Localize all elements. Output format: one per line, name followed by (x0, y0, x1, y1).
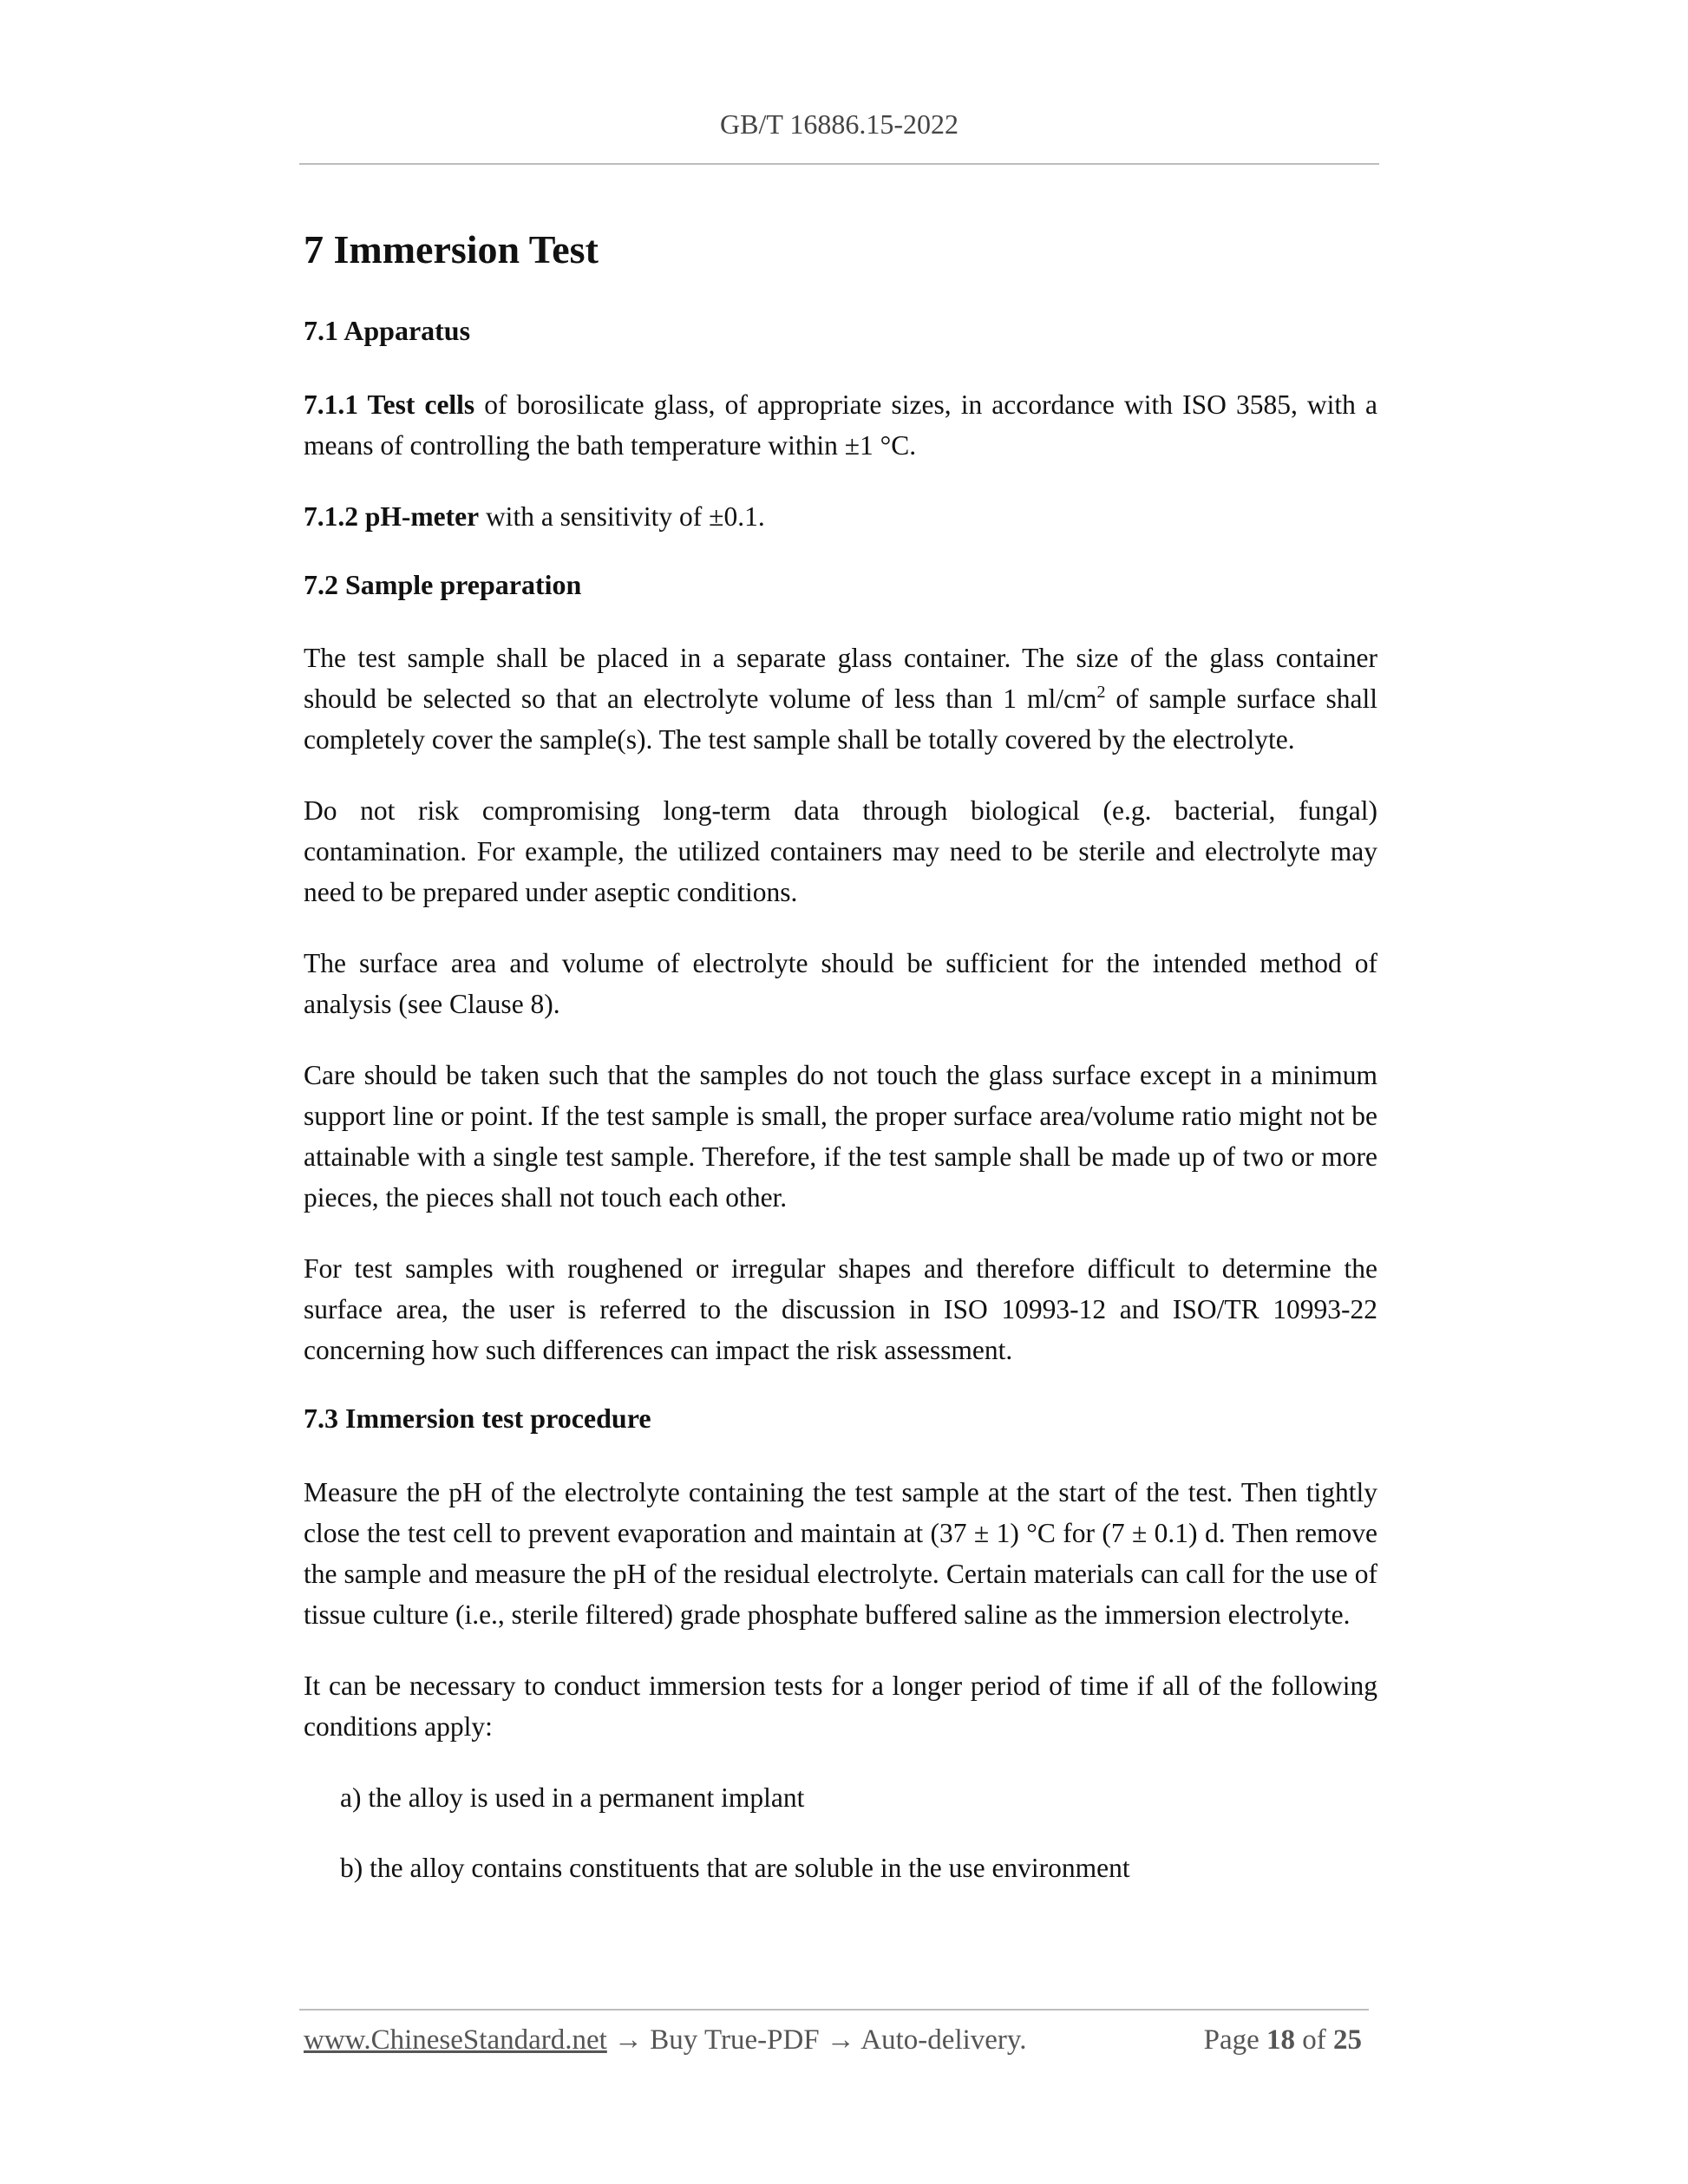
paragraph-7-3-1: Measure the pH of the electrolyte containing the test sample at the start of the test. Then tightly close the test cell to prevent evaporation and maintain at (37 ± 1) °C for (7 ± 0.1) d. Then remove the sample and measure the pH of the residual electrolyte. Certain materials can call for the use of tissue culture (i.e., sterile filtered) grade phosphate buffered saline as the immersion electrolyte. (304, 1476, 1377, 1630)
website-link[interactable]: www.ChineseStandard.net (304, 2024, 607, 2056)
paragraph-7-3-2: It can be necessary to conduct immersion tests for a longer period of time if all of the following conditions apply: (304, 1670, 1377, 1742)
header-divider (299, 163, 1379, 165)
page-label: Page (1203, 2024, 1266, 2056)
paragraph-7-2-3: The surface area and volume of electrolyte should be sufficient for the intended method of analysis (see Clause 8). (304, 948, 1377, 1020)
paragraph-7-2-2: Do not risk compromising long-term data through biological (e.g. bacterial, fungal) contamination. For example, the utilized containers may need to be sterile and electrolyte may need to be prepared under aseptic conditions. (304, 795, 1377, 908)
footer-promo (304, 2024, 1027, 2056)
paragraph-7-2-5: For test samples with roughened or irregular shapes and therefore difficult to determine the surface area, the user is referred to the discussion in ISO 10993-12 and ISO/TR 10993-22 concerning how such differences can impact the risk assessment. (304, 1253, 1377, 1366)
clause-7-1-1-label: 7.1.1 Test cells (304, 389, 475, 420)
paragraph-7-2-1 (304, 638, 1377, 760)
subsection-heading-7-3: 7.3 Immersion test procedure (304, 1403, 651, 1435)
total-pages: 25 (1333, 2024, 1362, 2056)
subsection-heading-7-2: 7.2 Sample preparation (304, 568, 582, 600)
clause-7-1-1-text: of borosilicate glass, of appropriate sizes, in accordance with ISO 3585, with a means of controlling the bath temperature within ±1 °C. (304, 389, 1377, 461)
paragraph-7-2-1-part-b: of sample surface shall completely cover the sample(s). The test sample shall be totally covered by the electrolyte. (304, 683, 1377, 755)
list-item-b: b) the alloy contains constituents that are soluble in the use environment (340, 1852, 1130, 1883)
footer-divider (299, 2009, 1369, 2011)
clause-7-1-2-text: with a sensitivity of ±0.1. (479, 500, 765, 532)
page-footer (304, 2024, 1369, 2056)
page-content (304, 226, 1377, 1918)
section-heading: 7 Immersion Test (304, 227, 599, 271)
current-page: 18 (1266, 2024, 1295, 2056)
paragraph-7-2-4: Care should be taken such that the samples do not touch the glass surface except in a minimum support line or point. If the test sample is small, the proper surface area/volume ratio might not be attainable with a single test sample. Therefore, if the test sample shall be made up of two or more pieces, the pieces shall not touch each other. (304, 1060, 1377, 1213)
list-item-a: a) the alloy is used in a permanent implant (340, 1782, 805, 1813)
superscript-2: 2 (1096, 683, 1106, 703)
clause-7-1-2 (304, 496, 1377, 537)
subsection-heading-7-1: 7.1 Apparatus (304, 315, 471, 347)
document-header: GB/T 16886.15-2022 (720, 108, 958, 140)
paragraph-7-2-1-part-a: The test sample shall be placed in a separate glass container. The size of the glass container should be selected so that an electrolyte volume of less than 1 ml/cm (304, 643, 1377, 715)
of-label: of (1295, 2024, 1333, 2056)
page-number (1204, 2024, 1362, 2056)
clause-7-1-1 (304, 384, 1377, 466)
footer-promo-text: → Buy True-PDF → Auto-delivery. (606, 2024, 1027, 2056)
clause-7-1-2-label: 7.1.2 pH-meter (304, 500, 480, 532)
